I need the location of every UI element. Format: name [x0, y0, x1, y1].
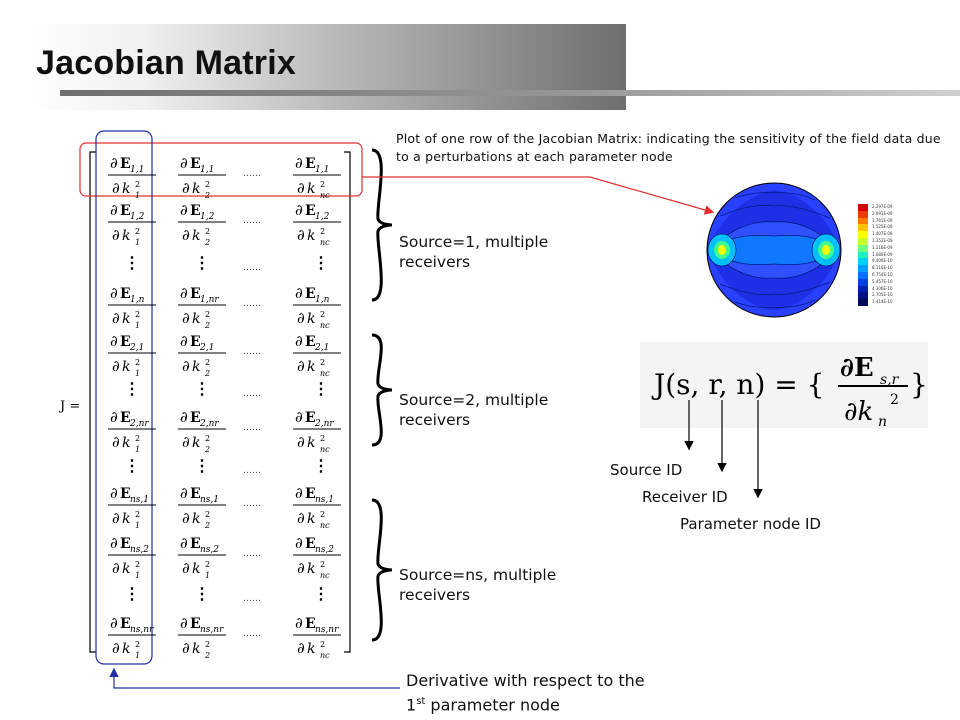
colorbar-tick-label: 2.091E-09	[872, 210, 893, 216]
denominator-power: 2	[320, 510, 326, 519]
partial-symbol: ∂	[297, 559, 305, 577]
horizontal-ellipsis: ……	[243, 389, 261, 399]
parameter-node-id-label: Parameter node ID	[680, 515, 821, 533]
partial-symbol: ∂	[182, 559, 190, 577]
denominator-index: nc	[320, 321, 330, 330]
partial-symbol: ∂	[180, 534, 188, 552]
numerator-field: E	[190, 203, 201, 219]
numerator-field: E	[305, 486, 316, 502]
partial-symbol: ∂	[110, 154, 118, 172]
numerator-index: 1,1	[315, 165, 330, 175]
partial-symbol: ∂	[295, 201, 303, 219]
partial-symbol: ∂	[295, 154, 303, 172]
plot-annotation: Plot of one row of the Jacobian Matrix: indicating the sensitivity of the field data due to a perturbations at each parameter node	[396, 131, 941, 164]
partial-symbol: ∂	[110, 408, 118, 426]
denominator-power: 2	[135, 510, 141, 519]
partial-symbol: ∂	[295, 408, 303, 426]
numerator-field: E	[120, 286, 131, 302]
numerator-field: E	[305, 156, 316, 172]
partial-symbol: ∂	[110, 284, 118, 302]
denominator-index: nc	[320, 238, 330, 247]
denominator-power: 2	[320, 227, 326, 236]
partial-symbol: ∂	[112, 639, 120, 657]
vertical-ellipsis: ⋮	[124, 584, 140, 603]
denominator-power: 2	[135, 358, 141, 367]
denominator-power: 2	[320, 358, 326, 367]
denominator-power: 2	[205, 310, 211, 319]
denominator-index: 2	[205, 445, 211, 454]
equation-rhs: }	[910, 368, 928, 401]
numerator-field: E	[305, 203, 316, 219]
denominator-var: k	[192, 511, 201, 527]
denominator-var: k	[122, 435, 131, 451]
partial-symbol: ∂	[297, 639, 305, 657]
partial-symbol: ∂	[110, 201, 118, 219]
partial-symbol: ∂	[112, 559, 120, 577]
partial-symbol: ∂	[110, 614, 118, 632]
denominator-power: 2	[205, 227, 211, 236]
colorbar-tick-label: 1.407E-09	[872, 231, 893, 237]
partial-symbol: ∂	[182, 639, 190, 657]
partial-symbol: ∂	[295, 332, 303, 350]
numerator-index: 1,1	[130, 165, 145, 175]
partial-symbol: ∂	[295, 534, 303, 552]
numerator-field: E	[190, 286, 201, 302]
denominator-var: k	[192, 561, 201, 577]
partial-symbol: ∂	[297, 357, 305, 375]
numerator-field: E	[190, 410, 201, 426]
partial-symbol: ∂	[182, 309, 190, 327]
numerator-field: E	[305, 286, 316, 302]
denominator-power: 2	[135, 560, 141, 569]
partial-symbol: ∂	[182, 226, 190, 244]
denominator-var: k	[307, 359, 316, 375]
vertical-ellipsis: ⋮	[313, 584, 329, 603]
partial-symbol: ∂	[112, 357, 120, 375]
numerator-index: 2,1	[130, 343, 145, 353]
numerator-index: ns,1	[130, 495, 150, 505]
denominator-var: k	[122, 511, 131, 527]
horizontal-ellipsis: ……	[243, 216, 261, 226]
denominator-power: 2	[135, 180, 141, 189]
vertical-ellipsis: ⋮	[313, 253, 329, 272]
partial-symbol: ∂	[110, 534, 118, 552]
horizontal-ellipsis: ……	[243, 263, 261, 273]
numerator-index: 1,2	[130, 212, 145, 222]
equation-sup: 2	[890, 392, 899, 408]
colorbar-tick-label: 5.457E-10	[872, 278, 893, 284]
numerator-index: ns,1	[315, 495, 335, 505]
numerator-index: 1,1	[200, 165, 215, 175]
denominator-power: 2	[320, 434, 326, 443]
equation-lhs: J(s, r, n) = {	[654, 368, 825, 401]
numerator-field: E	[120, 486, 131, 502]
denominator-var: k	[192, 359, 201, 375]
partial-symbol: ∂	[297, 226, 305, 244]
partial-symbol: ∂	[295, 484, 303, 502]
horizontal-ellipsis: ……	[243, 466, 261, 476]
denominator-index: nc	[320, 369, 330, 378]
denominator-index: 2	[205, 369, 211, 378]
numerator-field: E	[305, 616, 316, 632]
denominator-index: nc	[320, 191, 330, 200]
colorbar-tick-label: 2.297E-09	[872, 204, 893, 209]
partial-symbol: ∂	[180, 408, 188, 426]
denominator-index: 2	[205, 238, 211, 247]
matrix-lhs: J =	[60, 399, 81, 414]
colorbar-tick-label: 2.705E-10	[872, 292, 893, 298]
partial-symbol: ∂	[112, 226, 120, 244]
numerator-index: ns,2	[130, 545, 150, 555]
denominator-power: 2	[135, 227, 141, 236]
numerator-index: 2,nr	[315, 419, 334, 429]
denominator-index: 2	[205, 321, 211, 330]
partial-symbol: ∂	[297, 179, 305, 197]
partial-symbol: ∂	[112, 309, 120, 327]
denominator-power: 2	[205, 560, 211, 569]
vertical-ellipsis: ⋮	[194, 253, 210, 272]
numerator-field: E	[305, 334, 316, 350]
horizontal-ellipsis: ……	[243, 629, 261, 639]
source-2-label: Source=2, multiple receivers	[399, 391, 549, 429]
partial-symbol: ∂	[180, 614, 188, 632]
colorbar-tick-label: 1.216E-09	[872, 244, 893, 250]
partial-symbol: ∂	[297, 309, 305, 327]
numerator-field: E	[120, 536, 131, 552]
denominator-index: 1	[135, 651, 141, 660]
horizontal-ellipsis: ……	[243, 169, 261, 179]
partial-symbol: ∂	[180, 284, 188, 302]
denominator-power: 2	[135, 310, 141, 319]
numerator-index: ns,2	[200, 545, 220, 555]
numerator-index: ns,1	[200, 495, 220, 505]
vertical-ellipsis: ⋮	[124, 379, 140, 398]
partial-symbol: ∂	[182, 509, 190, 527]
denominator-var: k	[307, 641, 316, 657]
denominator-power: 2	[320, 640, 326, 649]
denominator-index: 1	[135, 238, 141, 247]
equation-numerator: ∂E	[840, 353, 874, 383]
derivative-note-text-end: parameter node	[425, 695, 560, 715]
denominator-var: k	[192, 228, 201, 244]
partial-symbol: ∂	[110, 484, 118, 502]
numerator-field: E	[120, 334, 131, 350]
numerator-index: ns,nr	[315, 625, 339, 635]
partial-symbol: ∂	[180, 484, 188, 502]
denominator-var: k	[122, 311, 131, 327]
numerator-index: ns,nr	[200, 625, 224, 635]
receiver-id-label: Receiver ID	[642, 488, 728, 506]
denominator-index: 2	[205, 191, 211, 200]
vertical-ellipsis: ⋮	[313, 456, 329, 475]
partial-symbol: ∂	[182, 357, 190, 375]
partial-symbol: ∂	[110, 332, 118, 350]
denominator-var: k	[122, 228, 131, 244]
denominator-power: 2	[205, 510, 211, 519]
denominator-power: 2	[320, 560, 326, 569]
numerator-field: E	[190, 616, 201, 632]
partial-symbol: ∂	[112, 179, 120, 197]
numerator-field: E	[120, 203, 131, 219]
source-ns-label: Source=ns, multiple receivers	[399, 566, 557, 604]
colorbar-tick-label: 1.080E-09	[872, 251, 893, 257]
numerator-index: 1,2	[200, 212, 215, 222]
denominator-var: k	[307, 181, 316, 197]
denominator-power: 2	[205, 434, 211, 443]
denominator-power: 2	[205, 640, 211, 649]
red-pointer-arrow	[362, 177, 712, 212]
partial-symbol: ∂	[180, 332, 188, 350]
partial-symbol: ∂	[182, 179, 190, 197]
equation-denominator: ∂k	[844, 397, 874, 427]
numerator-index: 1,2	[315, 212, 330, 222]
numerator-field: E	[120, 156, 131, 172]
denominator-power: 2	[320, 180, 326, 189]
vertical-ellipsis: ⋮	[124, 253, 140, 272]
blue-pointer-arrow	[114, 670, 400, 688]
equation-numerator-sub: s,r	[880, 372, 899, 388]
vertical-ellipsis: ⋮	[194, 456, 210, 475]
denominator-index: 1	[135, 321, 141, 330]
horizontal-ellipsis: ……	[243, 499, 261, 509]
partial-symbol: ∂	[180, 201, 188, 219]
denominator-index: 1	[135, 571, 141, 580]
denominator-var: k	[192, 311, 201, 327]
partial-symbol: ∂	[182, 433, 190, 451]
numerator-field: E	[120, 410, 131, 426]
denominator-var: k	[192, 435, 201, 451]
denominator-power: 2	[135, 434, 141, 443]
vertical-ellipsis: ⋮	[194, 379, 210, 398]
partial-symbol: ∂	[295, 284, 303, 302]
numerator-index: ns,2	[315, 545, 335, 555]
numerator-field: E	[190, 536, 201, 552]
denominator-var: k	[307, 511, 316, 527]
horizontal-ellipsis: ……	[243, 549, 261, 559]
partial-symbol: ∂	[297, 433, 305, 451]
denominator-var: k	[192, 641, 201, 657]
colorbar-tick-label: 4.106E-10	[872, 285, 893, 291]
equation-denominator-sub: n	[878, 414, 888, 428]
numerator-field: E	[190, 156, 201, 172]
colorbar-tick-label: 1.414E-10	[872, 299, 893, 305]
denominator-index: nc	[320, 571, 330, 580]
denominator-index: 1	[135, 445, 141, 454]
denominator-index: 1	[135, 521, 141, 530]
numerator-index: 1,n	[130, 295, 145, 305]
numerator-index: 2,nr	[130, 419, 149, 429]
colorbar-tick-label: 1.525E-09	[872, 224, 893, 230]
numerator-index: 2,nr	[200, 419, 219, 429]
numerator-index: 2,1	[200, 343, 215, 353]
vertical-ellipsis: ⋮	[313, 379, 329, 398]
denominator-var: k	[307, 228, 316, 244]
denominator-power: 2	[205, 180, 211, 189]
denominator-var: k	[122, 641, 131, 657]
numerator-index: 1,n	[315, 295, 330, 305]
denominator-var: k	[307, 311, 316, 327]
colorbar-tick-label: 9.409E-10	[872, 258, 893, 264]
denominator-var: k	[192, 181, 201, 197]
horizontal-ellipsis: ……	[243, 423, 261, 433]
denominator-index: nc	[320, 651, 330, 660]
denominator-var: k	[122, 359, 131, 375]
denominator-var: k	[122, 181, 131, 197]
denominator-index: nc	[320, 445, 330, 454]
derivative-note-superscript: st	[416, 696, 426, 707]
denominator-index: 2	[205, 521, 211, 530]
denominator-index: 1	[135, 191, 141, 200]
denominator-index: 1	[135, 369, 141, 378]
colorbar-tick-label: 8.110E-10	[872, 265, 893, 271]
numerator-index: 2,1	[315, 343, 330, 353]
numerator-field: E	[190, 486, 201, 502]
denominator-var: k	[307, 435, 316, 451]
numerator-index: ns,nr	[130, 625, 154, 635]
partial-symbol: ∂	[112, 433, 120, 451]
denominator-index: 2	[205, 651, 211, 660]
partial-symbol: ∂	[112, 509, 120, 527]
horizontal-ellipsis: ……	[243, 594, 261, 604]
numerator-field: E	[190, 334, 201, 350]
denominator-var: k	[307, 561, 316, 577]
numerator-field: E	[120, 616, 131, 632]
horizontal-ellipsis: ……	[243, 347, 261, 357]
page-title: Jacobian Matrix	[36, 44, 296, 82]
partial-symbol: ∂	[180, 154, 188, 172]
horizontal-ellipsis: ……	[243, 299, 261, 309]
numerator-index: 1,nr	[200, 295, 219, 305]
numerator-field: E	[305, 410, 316, 426]
denominator-index: nc	[320, 521, 330, 530]
source-id-label: Source ID	[610, 461, 683, 479]
denominator-var: k	[122, 561, 131, 577]
partial-symbol: ∂	[297, 509, 305, 527]
denominator-power: 2	[135, 640, 141, 649]
denominator-power: 2	[320, 310, 326, 319]
denominator-index: 1	[205, 571, 211, 580]
vertical-ellipsis: ⋮	[194, 584, 210, 603]
numerator-field: E	[305, 536, 316, 552]
vertical-ellipsis: ⋮	[124, 456, 140, 475]
partial-symbol: ∂	[295, 614, 303, 632]
colorbar-tick-label: 6.754E-10	[872, 272, 893, 277]
derivative-note-text: Derivative with respect to the 1	[406, 671, 645, 715]
denominator-power: 2	[205, 358, 211, 367]
colorbar-tick-label: 1.352E-09	[872, 238, 893, 243]
colorbar-tick-label: 1.765E-09	[872, 217, 893, 223]
source-1-label: Source=1, multiple receivers	[399, 233, 549, 271]
